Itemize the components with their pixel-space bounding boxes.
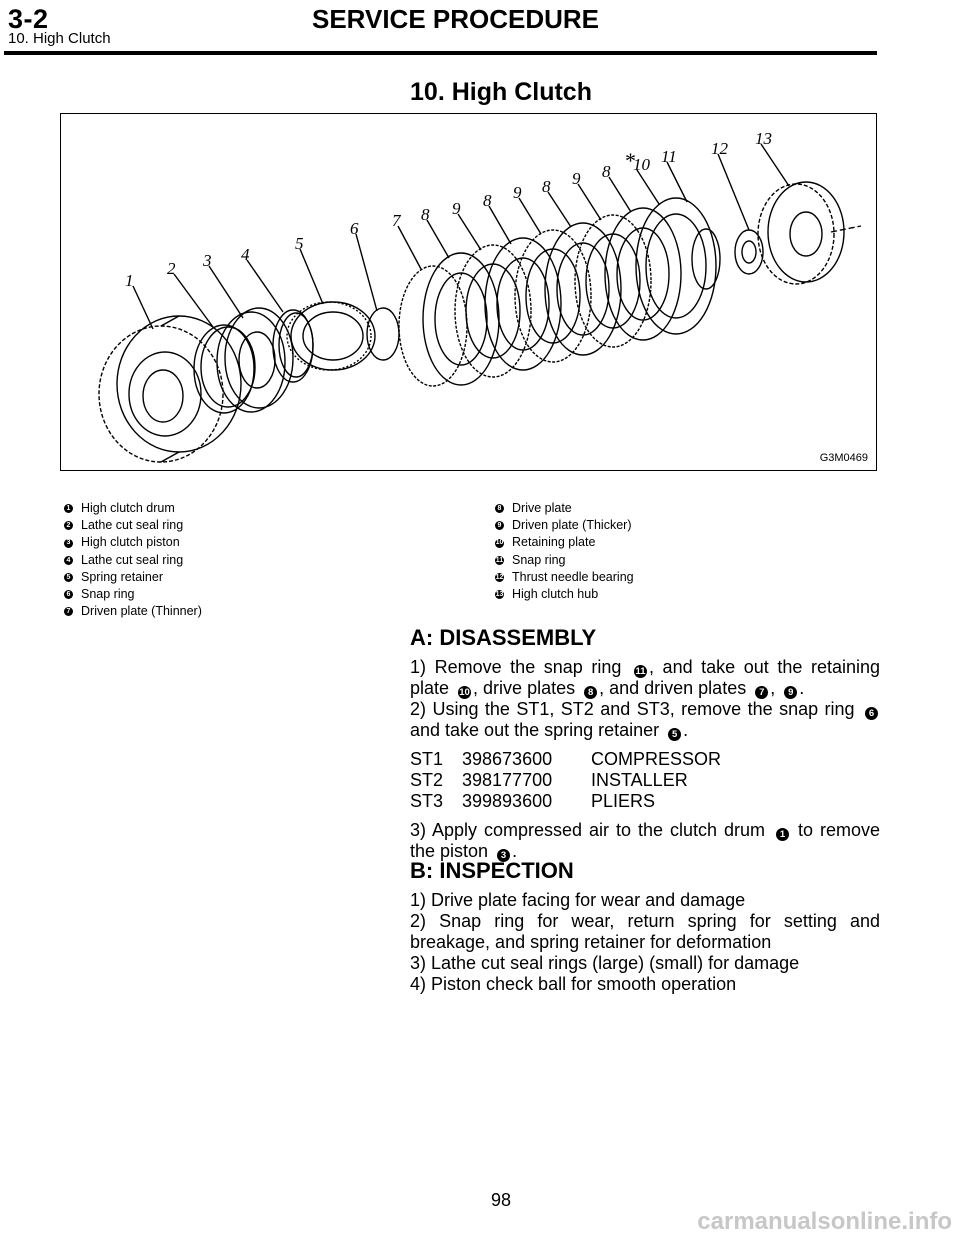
callout-marker: 7	[64, 607, 73, 616]
high-clutch-drum-drawing	[99, 316, 241, 462]
callout-marker: 6	[64, 590, 73, 599]
parts-legend-left	[62, 500, 202, 620]
figure-callout: 12	[711, 139, 728, 158]
callout-marker: 1	[64, 504, 73, 513]
figure-callout: 8	[542, 177, 551, 196]
legend-label: Drive plate	[512, 501, 572, 515]
figure-callout: 4	[241, 245, 250, 264]
callout-marker: 8	[495, 504, 504, 513]
legend-label: Lathe cut seal ring	[81, 552, 184, 567]
callout-marker: 9	[784, 686, 797, 699]
callout-marker: 1	[776, 828, 789, 841]
callout-marker: 13	[495, 591, 504, 599]
callout-marker: 3	[497, 849, 510, 862]
callout-marker: 4	[64, 556, 73, 565]
figure-callout: 8	[421, 205, 430, 224]
inspection-item: 4) Piston check ball for smooth operation	[410, 974, 737, 994]
callout-marker: 8	[584, 686, 597, 699]
legend-item	[62, 500, 202, 517]
figure-callout: 6	[350, 219, 359, 238]
legend-label: Spring retainer	[81, 569, 163, 584]
figure-code: G3M0469	[819, 452, 868, 464]
inspection-item: 3) Lathe cut seal rings (large) (small) for damage	[410, 953, 800, 973]
tool-row: ST1 398673600 COMPRESSOR	[410, 749, 722, 769]
legend-item	[62, 552, 202, 569]
figure-callout: 8	[602, 162, 611, 181]
legend-item	[493, 586, 634, 603]
callout-marker: 10	[459, 687, 470, 698]
figure-callout: 11	[661, 147, 677, 166]
tool-row: ST2 398177700 INSTALLER	[410, 770, 688, 790]
callout-numbers	[125, 129, 772, 290]
figure-callout: 9	[572, 169, 581, 188]
tool-row: ST3 399893600 PLIERS	[410, 791, 656, 811]
figure-callout: 8	[483, 191, 492, 210]
disassembly-step-2: 2) Using the ST1, ST2 and ST3, remove the snap ring 6 and take out the spring retainer 5 .	[410, 699, 880, 741]
callout-marker: 11	[495, 556, 504, 564]
disassembly-body	[410, 657, 880, 862]
legend-item	[62, 569, 202, 586]
figure-callout: *	[625, 148, 636, 173]
legend-label: Snap ring	[512, 552, 566, 567]
page-title: 10. High Clutch	[410, 78, 592, 106]
legend-item	[493, 517, 634, 534]
legend-label: High clutch piston	[81, 535, 180, 550]
callout-marker: 11	[635, 666, 646, 677]
figure-callout: 2	[167, 259, 176, 278]
legend-item	[493, 569, 634, 586]
clutch-exploded-diagram	[61, 114, 876, 470]
callout-marker: 6	[865, 707, 878, 720]
legend-label: Retaining plate	[512, 535, 596, 550]
legend-label: Driven plate (Thinner)	[81, 604, 202, 619]
callout-marker: 7	[755, 686, 768, 699]
legend-item	[62, 603, 202, 620]
figure-callout: 5	[295, 234, 304, 253]
figure-callout: 7	[392, 211, 401, 230]
legend-item	[62, 517, 202, 534]
inspection-item: 2) Snap ring for wear, return spring for setting and breakage, and spring retainer for deformation	[410, 911, 880, 952]
inspection-heading: B: INSPECTION	[410, 858, 574, 883]
callout-marker: 12	[495, 573, 504, 581]
legend-label: High clutch drum	[81, 501, 175, 515]
legend-item	[62, 534, 202, 551]
figure-callout: 1	[125, 271, 134, 290]
legend-item	[493, 500, 634, 517]
section-code: 3-2	[8, 4, 49, 34]
callout-marker: 5	[64, 573, 73, 582]
legend-item	[493, 534, 634, 551]
callout-marker: 5	[668, 728, 681, 741]
figure-callout: 3	[203, 251, 212, 270]
disassembly-heading: A: DISASSEMBLY	[410, 625, 597, 650]
callout-marker: 2	[64, 521, 73, 530]
legend-label: Lathe cut seal ring	[81, 518, 184, 533]
legend-item	[62, 586, 202, 603]
figure-callout: 9	[513, 183, 522, 202]
disassembly-step-3: 3) Apply compressed air to the clutch drum 1 to remove the piston 3 .	[410, 820, 880, 861]
section-title: SERVICE PROCEDURE	[312, 4, 600, 34]
watermark: carmanualsonline.info	[697, 1208, 952, 1235]
callout-marker: 9	[495, 521, 504, 530]
inspection-body	[410, 890, 880, 995]
legend-label: Snap ring	[81, 587, 135, 602]
exploded-view-figure	[60, 113, 877, 471]
figure-callout: 13	[755, 129, 772, 148]
figure-callout: 10	[633, 155, 650, 174]
legend-label: Driven plate (Thicker)	[512, 518, 632, 533]
figure-callout: 9	[452, 199, 461, 218]
callout-marker: 3	[64, 539, 73, 548]
inspection-item: 1) Drive plate facing for wear and damage	[410, 890, 746, 910]
section-subtitle: 10. High Clutch	[8, 30, 111, 47]
callout-marker: 10	[495, 539, 504, 547]
legend-item	[493, 552, 634, 569]
header-rule	[4, 51, 877, 55]
legend-label: Thrust needle bearing	[512, 569, 634, 584]
legend-label: High clutch hub	[512, 587, 599, 602]
disassembly-step-1: 1) Remove the snap ring 11 , and take out the retaining plate 10 , drive plates 8 , and driven plates 7 , 9 .	[410, 657, 881, 698]
page-number: 98	[490, 1190, 512, 1210]
parts-legend-right	[493, 500, 634, 603]
